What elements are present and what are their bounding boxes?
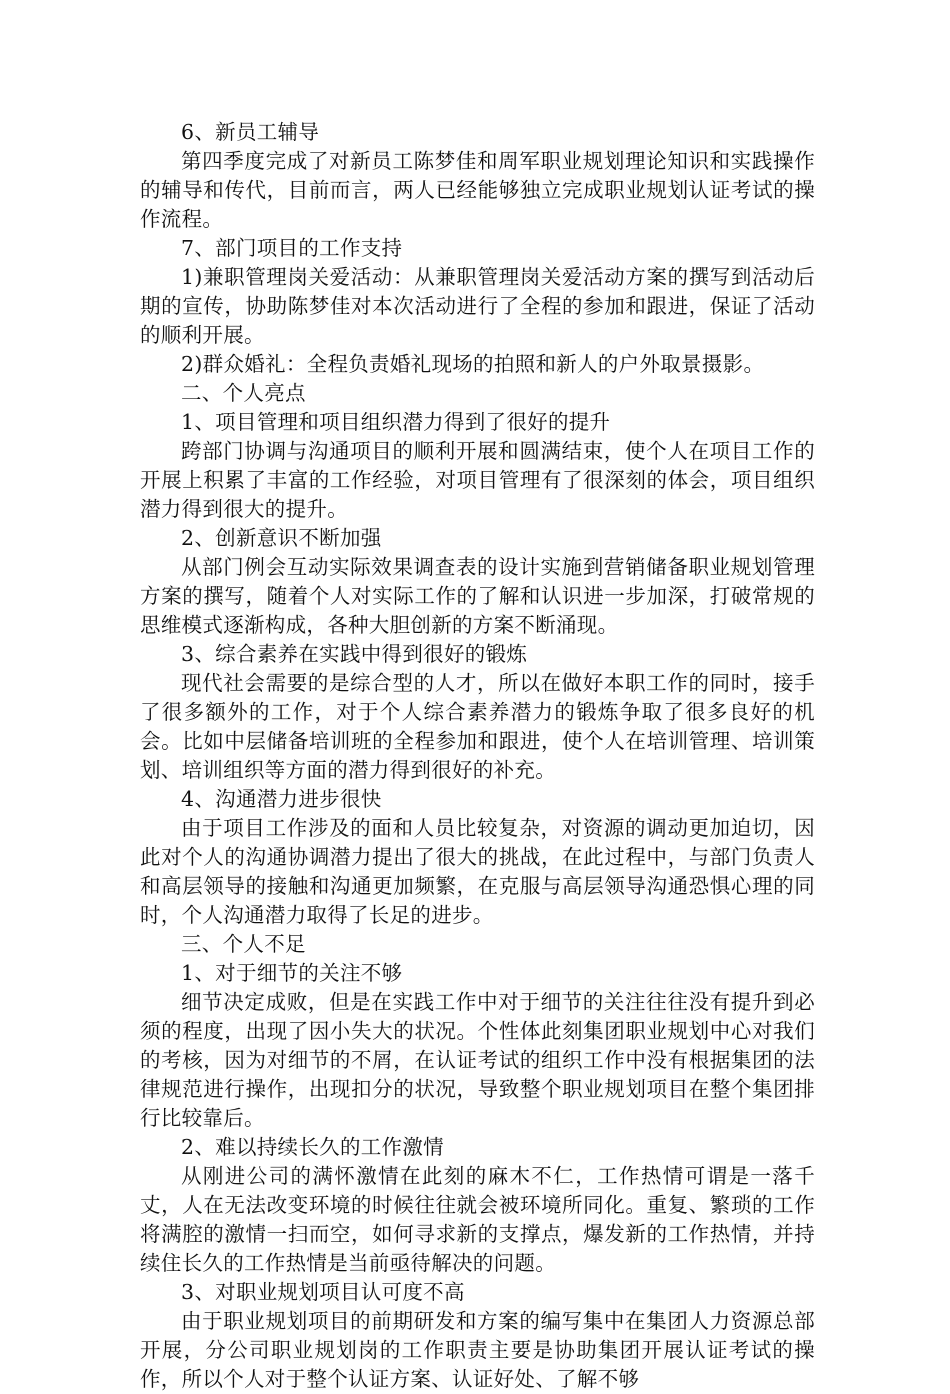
subheading: 3、综合素养在实践中得到很好的锻炼 bbox=[181, 642, 528, 666]
heading-new-employee-coaching: 6、新员工辅导 bbox=[181, 120, 320, 144]
section-heading-personal-shortcomings: 三、个人不足 bbox=[181, 932, 306, 956]
paragraph: 现代社会需要的是综合型的人才，所以在做好本职工作的同时，接手了很多额外的工作，对于个人综合素养潜力的锻炼争取了很多良好的机会。比如中层储备培训班的全程参加和跟进，使个人在培训管理、培训策划、培训组织等方面的潜力得到很好的补充。 bbox=[140, 671, 815, 782]
subheading: 4、沟通潜力进步很快 bbox=[181, 787, 382, 811]
paragraph: 细节决定成败，但是在实践工作中对于细节的关注往往没有提升到必须的程度，出现了因小失大的状况。个性体此刻集团职业规划中心对我们的考核，因为对细节的不屑，在认证考试的组织工作中没有根据集团的法律规范进行操作，出现扣分的状况，导致整个职业规划项目在整个集团排行比较靠后。 bbox=[140, 990, 815, 1130]
paragraph: 从部门例会互动实际效果调查表的设计实施到营销储备职业规划管理方案的撰写，随着个人对实际工作的了解和认识进一步加深，打破常规的思维模式逐渐构成，各种大胆创新的方案不断涌现。 bbox=[140, 555, 815, 637]
subheading: 2、创新意识不断加强 bbox=[181, 526, 382, 550]
paragraph: 从刚进公司的满怀激情在此刻的麻木不仁，工作热情可谓是一落千丈，人在无法改变环境的时候往往就会被环境所同化。重复、繁琐的工作将满腔的激情一扫而空，如何寻求新的支撑点，爆发新的工作热情，并持续住长久的工作热情是当前亟待解决的问题。 bbox=[140, 1164, 815, 1275]
paragraph: 由于项目工作涉及的面和人员比较复杂，对资源的调动更加迫切，因此对个人的沟通协调潜力提出了很大的挑战，在此过程中，与部门负责人和高层领导的接触和沟通更加频繁，在克服与高层领导沟通恐惧心理的同时，个人沟通潜力取得了长足的进步。 bbox=[140, 816, 815, 927]
paragraph: 1)兼职管理岗关爱活动：从兼职管理岗关爱活动方案的撰写到活动后期的宣传，协助陈梦佳对本次活动进行了全程的参加和跟进，保证了活动的顺利开展。 bbox=[140, 265, 815, 347]
subheading: 1、对于细节的关注不够 bbox=[181, 961, 403, 985]
section-heading-personal-highlights: 二、个人亮点 bbox=[181, 381, 306, 405]
paragraph: 由于职业规划项目的前期研发和方案的编写集中在集团人力资源总部开展，分公司职业规划岗的工作职责主要是协助集团开展认证考试的操作，所以个人对于整个认证方案、认证好处、了解不够 bbox=[140, 1309, 815, 1391]
paragraph: 第四季度完成了对新员工陈梦佳和周军职业规划理论知识和实践操作的辅导和传代，目前而言，两人已经能够独立完成职业规划认证考试的操作流程。 bbox=[140, 149, 815, 231]
subheading: 2、难以持续长久的工作激情 bbox=[181, 1135, 444, 1159]
paragraph: 2)群众婚礼：全程负责婚礼现场的拍照和新人的户外取景摄影。 bbox=[181, 352, 765, 376]
paragraph: 跨部门协调与沟通项目的顺利开展和圆满结束，使个人在项目工作的开展上积累了丰富的工作经验，对项目管理有了很深刻的体会，项目组织潜力得到很大的提升。 bbox=[140, 439, 815, 521]
heading-department-project-support: 7、部门项目的工作支持 bbox=[181, 236, 403, 260]
subheading: 3、对职业规划项目认可度不高 bbox=[181, 1280, 465, 1304]
subheading: 1、项目管理和项目组织潜力得到了很好的提升 bbox=[181, 410, 611, 434]
document-body bbox=[140, 118, 815, 1394]
